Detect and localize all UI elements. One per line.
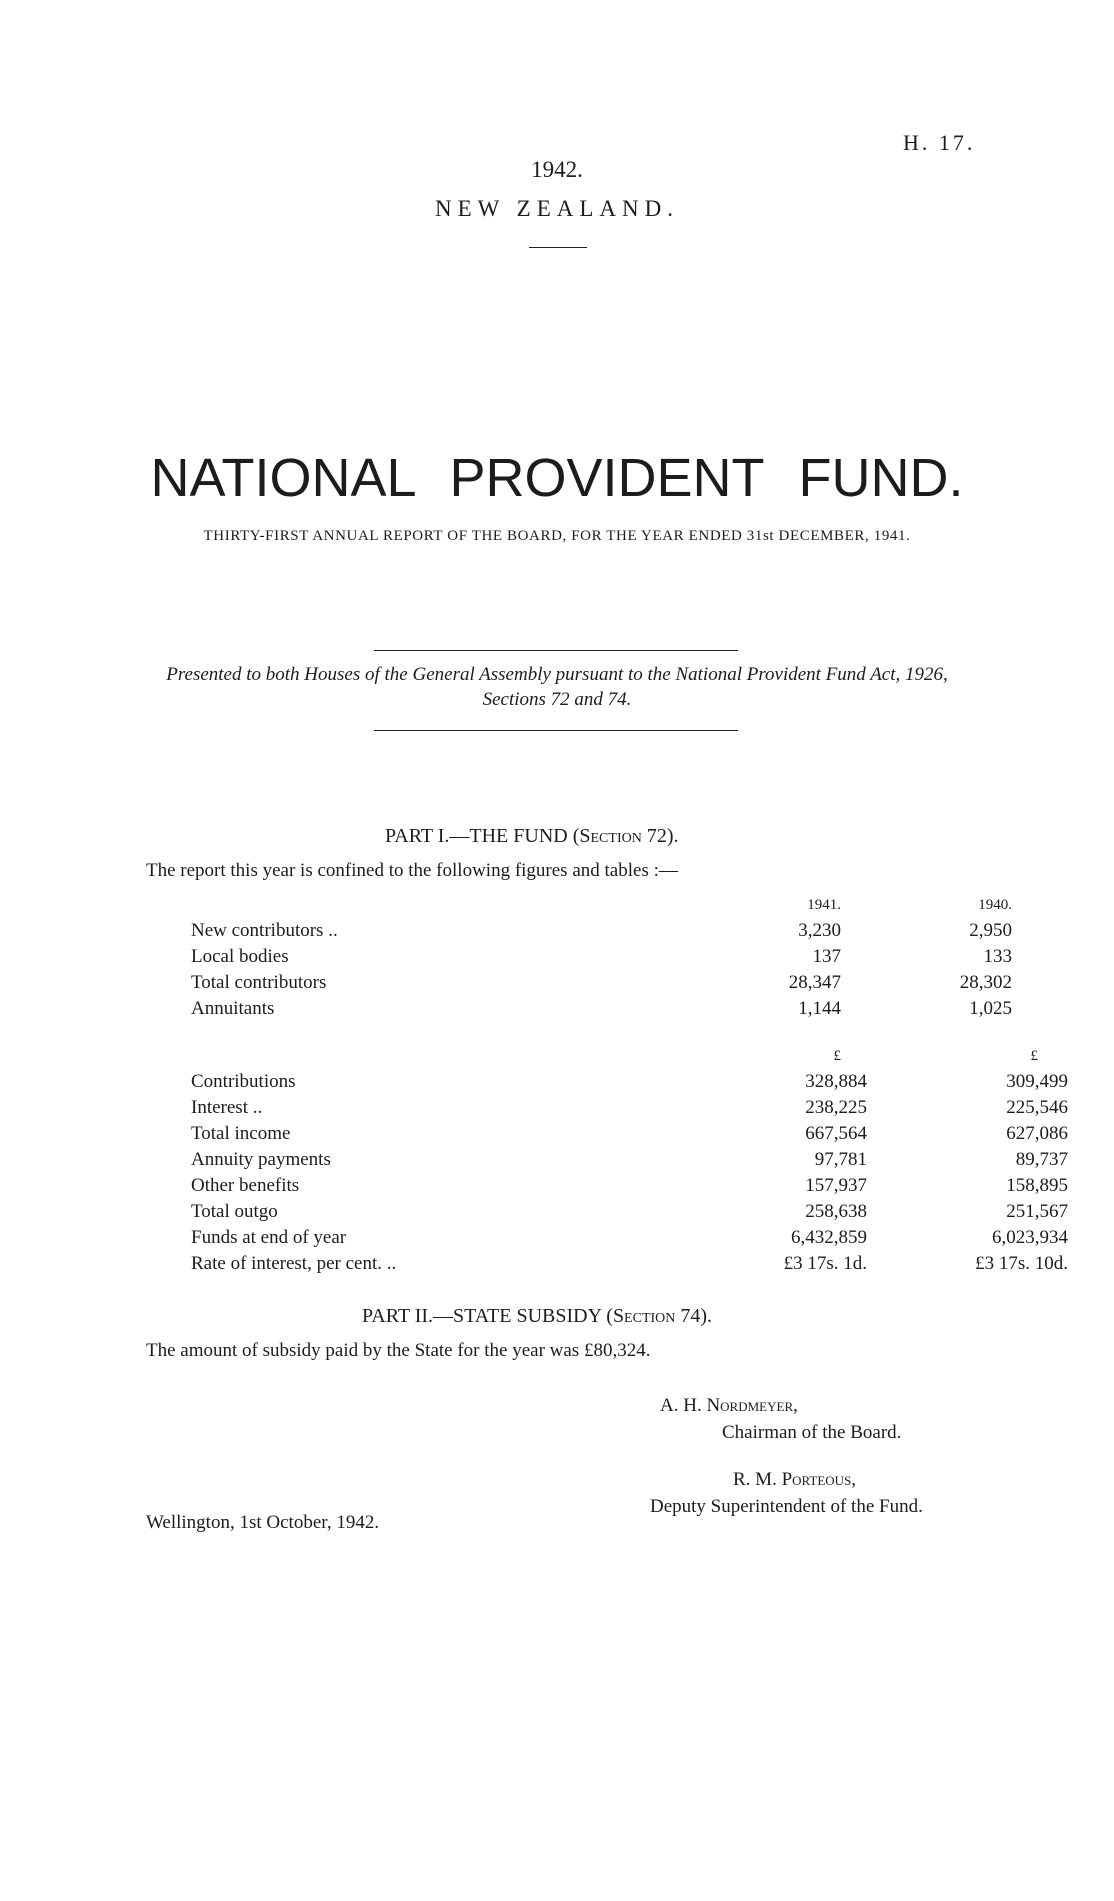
table-row bbox=[191, 918, 1012, 944]
subsidy-text: The amount of subsidy paid by the State for the year was £80,324. bbox=[146, 1340, 651, 1361]
part-one-heading-tail: 72). bbox=[641, 825, 679, 847]
row-label: Annuity payments bbox=[191, 1149, 331, 1170]
table-row bbox=[191, 1069, 1068, 1095]
deputy-name: R. M. Porteous, bbox=[733, 1469, 857, 1490]
contributors-table bbox=[191, 892, 1012, 1022]
value-1941: 258,638 bbox=[805, 1201, 867, 1222]
presentation-line-2: Sections 72 and 74. bbox=[482, 689, 632, 710]
presentation-line-1: Presented to both Houses of the General Assembly pursuant to the National Provident Fund Act, 1926, bbox=[166, 664, 948, 685]
value-1941: 1,144 bbox=[798, 998, 841, 1019]
currency-header-row bbox=[191, 1043, 1068, 1069]
value-1940: 225,546 bbox=[1006, 1097, 1068, 1118]
row-label: Rate of interest, per cent. .. bbox=[191, 1253, 397, 1274]
row-label: Annuitants bbox=[191, 998, 275, 1019]
row-label: Other benefits bbox=[191, 1175, 300, 1196]
year-header-row bbox=[191, 892, 1012, 918]
value-1941: £3 17s. 1d. bbox=[783, 1253, 867, 1274]
row-label: Total outgo bbox=[191, 1201, 278, 1222]
part-two-heading bbox=[362, 1305, 712, 1328]
year-1940-header: 1940. bbox=[978, 897, 1012, 913]
year-1941-header: 1941. bbox=[807, 897, 841, 913]
row-label: New contributors .. bbox=[191, 920, 338, 941]
value-1940: 158,895 bbox=[1006, 1175, 1068, 1196]
header-divider bbox=[529, 247, 587, 248]
table-row bbox=[191, 1121, 1068, 1147]
value-1940: £3 17s. 10d. bbox=[975, 1253, 1068, 1274]
signature-deputy bbox=[650, 1466, 923, 1520]
row-label: Contributions bbox=[191, 1071, 296, 1092]
signature-chairman bbox=[660, 1392, 901, 1446]
table-row bbox=[191, 1147, 1068, 1173]
table-row bbox=[191, 996, 1012, 1022]
row-label: Interest .. bbox=[191, 1097, 263, 1118]
presentation-top-divider bbox=[374, 650, 738, 651]
value-1940: 309,499 bbox=[1006, 1071, 1068, 1092]
part-one-intro: The report this year is confined to the following figures and tables :— bbox=[146, 860, 678, 881]
table-row bbox=[191, 944, 1012, 970]
finance-table bbox=[191, 1043, 1068, 1277]
country-heading: NEW ZEALAND. bbox=[434, 196, 680, 221]
currency-1940-header: £ bbox=[1030, 1048, 1038, 1064]
value-1941: 328,884 bbox=[805, 1071, 867, 1092]
row-label: Total contributors bbox=[191, 972, 327, 993]
place-date: Wellington, 1st October, 1942. bbox=[146, 1512, 380, 1533]
value-1941: 3,230 bbox=[798, 920, 841, 941]
part-one-heading-section: Section bbox=[579, 825, 642, 847]
chairman-name: A. H. Nordmeyer, bbox=[660, 1395, 798, 1416]
part-two-heading-tail: 74). bbox=[675, 1305, 713, 1327]
value-1940: 28,302 bbox=[959, 972, 1012, 993]
value-1941: 6,432,859 bbox=[791, 1227, 867, 1248]
value-1941: 667,564 bbox=[805, 1123, 867, 1144]
value-1941: 97,781 bbox=[814, 1149, 867, 1170]
value-1940: 6,023,934 bbox=[992, 1227, 1068, 1248]
part-one-heading-main: PART I.—THE FUND ( bbox=[385, 825, 580, 847]
value-1940: 89,737 bbox=[1015, 1149, 1068, 1170]
table-row bbox=[191, 1251, 1068, 1277]
value-1940: 2,950 bbox=[969, 920, 1012, 941]
value-1941: 28,347 bbox=[788, 972, 841, 993]
value-1941: 137 bbox=[812, 946, 841, 967]
report-subtitle: THIRTY-FIRST ANNUAL REPORT OF THE BOARD, FOR THE YEAR ENDED 31st DECEMBER, 1941. bbox=[203, 528, 911, 544]
document-reference: H. 17. bbox=[903, 130, 976, 155]
table-row bbox=[191, 1095, 1068, 1121]
value-1940: 251,567 bbox=[1006, 1201, 1068, 1222]
value-1941: 157,937 bbox=[805, 1175, 867, 1196]
value-1941: 238,225 bbox=[805, 1097, 867, 1118]
table-row bbox=[191, 970, 1012, 996]
part-two-heading-main: PART II.—STATE SUBSIDY ( bbox=[362, 1305, 613, 1327]
part-two-heading-section: Section bbox=[612, 1305, 676, 1327]
currency-1941-header: £ bbox=[833, 1048, 841, 1064]
row-label: Funds at end of year bbox=[191, 1227, 347, 1248]
presentation-bottom-divider bbox=[374, 730, 738, 731]
table-row bbox=[191, 1173, 1068, 1199]
row-label: Total income bbox=[191, 1123, 291, 1144]
report-year: 1942. bbox=[531, 157, 583, 182]
table-row bbox=[191, 1199, 1068, 1225]
part-one-heading bbox=[385, 825, 679, 848]
deputy-title: Deputy Superintendent of the Fund. bbox=[650, 1496, 923, 1517]
value-1940: 1,025 bbox=[969, 998, 1012, 1019]
table-row bbox=[191, 1225, 1068, 1251]
value-1940: 133 bbox=[983, 946, 1012, 967]
report-title: NATIONAL PROVIDENT FUND. bbox=[150, 448, 964, 508]
presentation-note bbox=[0, 662, 1114, 712]
chairman-title: Chairman of the Board. bbox=[722, 1422, 902, 1443]
value-1940: 627,086 bbox=[1006, 1123, 1068, 1144]
row-label: Local bodies bbox=[191, 946, 289, 967]
